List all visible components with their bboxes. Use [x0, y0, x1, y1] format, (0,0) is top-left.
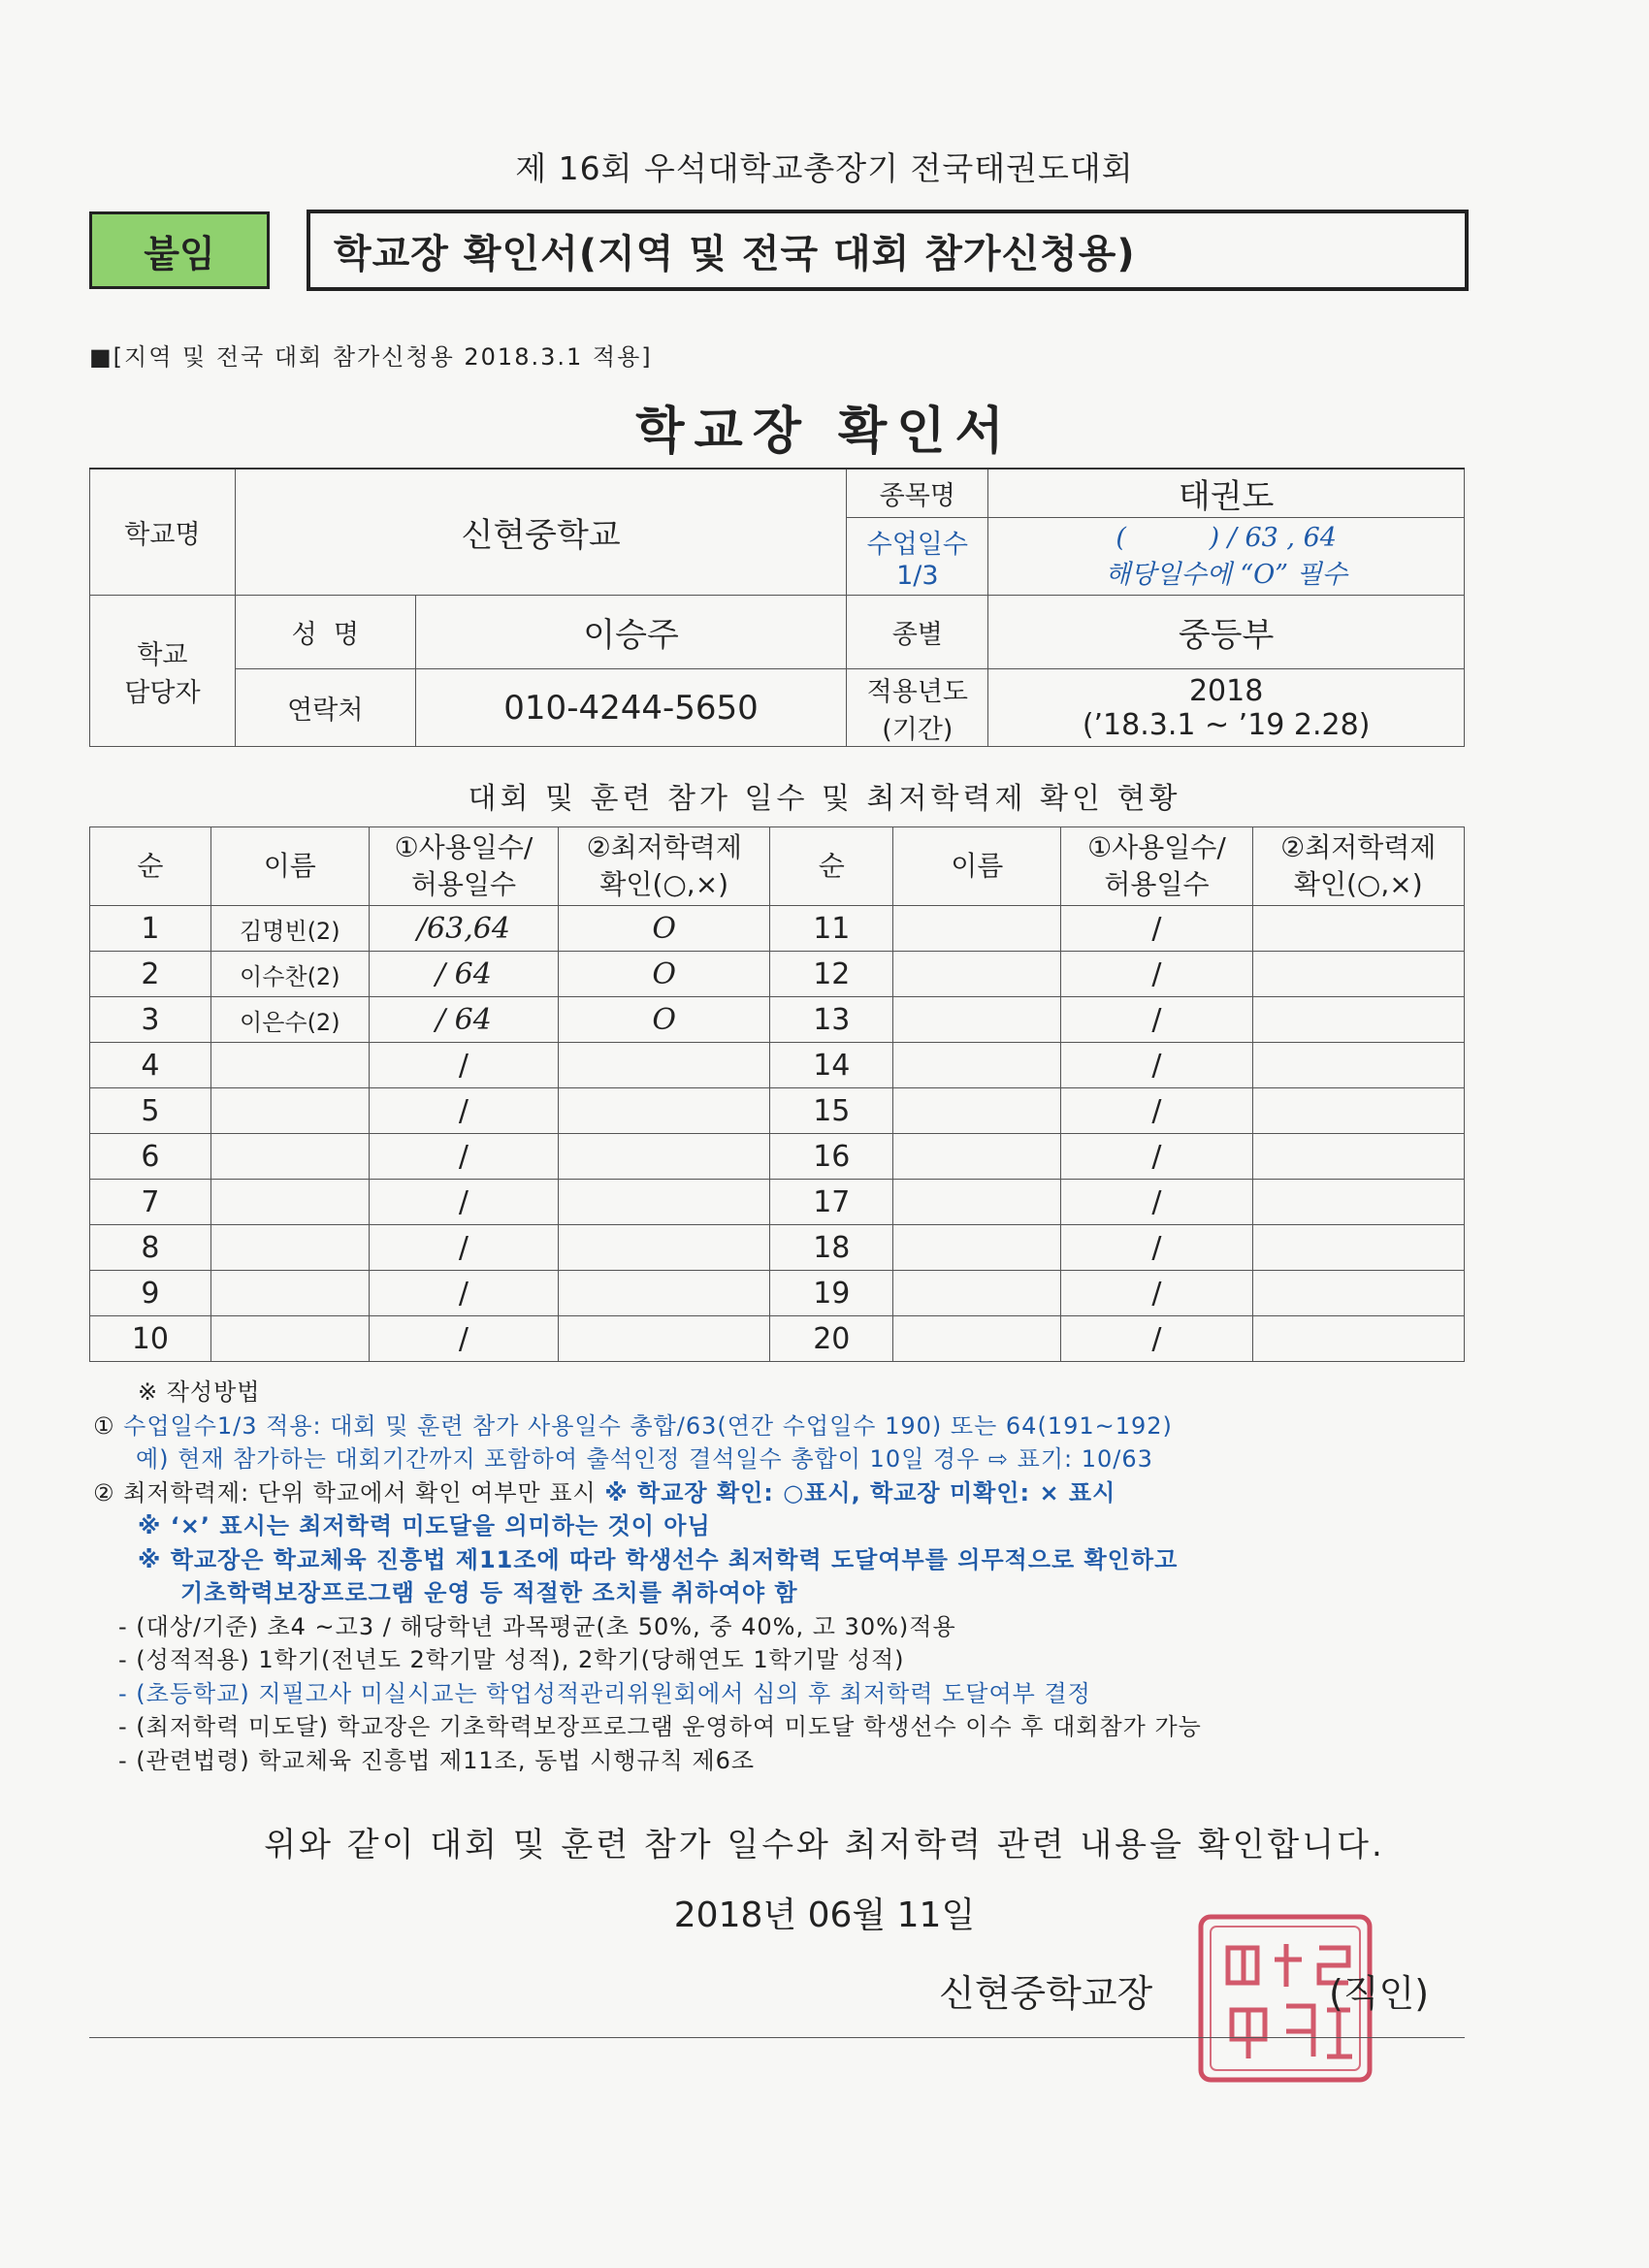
student-name	[893, 952, 1061, 997]
used-days: /	[1061, 1134, 1252, 1180]
row-number: 4	[90, 1043, 211, 1088]
student-name	[893, 997, 1061, 1043]
division-value: 중등부	[988, 596, 1465, 669]
student-name	[893, 1316, 1061, 1362]
row-number: 13	[770, 997, 893, 1043]
table-row	[90, 1088, 1465, 1134]
status-section-title: 대회 및 훈련 참가 일수 및 최저학력제 확인 현황	[468, 782, 1181, 816]
class-days-label-text: 수업일수	[866, 529, 968, 560]
school-info-table	[89, 468, 1465, 747]
used-days: /	[369, 1043, 558, 1088]
header-check	[1252, 827, 1464, 906]
table-row	[90, 997, 1465, 1043]
used-days: /	[1061, 1180, 1252, 1225]
row-number: 9	[90, 1271, 211, 1316]
note-4-line-a: ※ 학교장은 학교체육 진흥법 제11조에 따라 학생선수 최저학력 도달여부를 의무적으로 확인하고	[138, 1545, 1179, 1573]
table-row	[90, 1271, 1465, 1316]
class-days-value	[988, 518, 1465, 596]
minimum-academic-check	[1252, 1271, 1464, 1316]
apply-year: 2018	[1188, 673, 1264, 708]
minimum-academic-check	[559, 1088, 770, 1134]
minimum-academic-check	[559, 1271, 770, 1316]
minimum-academic-check: O	[559, 997, 770, 1043]
header-days-line1: ①사용일수/	[1087, 831, 1226, 863]
apply-year-label-line1: 적용년도	[866, 676, 968, 707]
header-days-line2: 허용일수	[1104, 868, 1210, 900]
event-title: 제 16회 우석대학교총장기 전국태권도대회	[515, 149, 1134, 187]
detail-4: - (최저학력 미도달) 학교장은 기초학력보장프로그램 운영하여 미도달 학생선수 이수 후 대회참가 가능	[118, 1713, 1202, 1740]
used-days: /	[1061, 997, 1252, 1043]
header-days-line2: 허용일수	[410, 868, 517, 900]
school-name-value: 신현중학교	[235, 469, 847, 596]
minimum-academic-check	[1252, 906, 1464, 952]
used-days: /	[1061, 906, 1252, 952]
note-2-number: ②	[93, 1478, 115, 1507]
person-name-label: 성 명	[235, 596, 415, 669]
phone-value: 010-4244-5650	[415, 669, 847, 747]
used-days: /	[1061, 1271, 1252, 1316]
used-days: /	[369, 1134, 558, 1180]
student-name	[210, 1225, 369, 1271]
minimum-academic-check	[1252, 1043, 1464, 1088]
header-check-line2: 확인(○,×)	[599, 868, 729, 900]
school-name-label: 학교명	[90, 469, 236, 596]
minimum-academic-check	[1252, 952, 1464, 997]
table-row	[90, 906, 1465, 952]
table-row	[90, 1043, 1465, 1088]
row-number: 10	[90, 1316, 211, 1362]
minimum-academic-check	[559, 1316, 770, 1362]
header-days-line1: ①사용일수/	[394, 831, 534, 863]
note-2-line-b: ※ 학교장 확인: ○표시, 학교장 미확인: × 표시	[604, 1478, 1116, 1507]
row-number: 18	[770, 1225, 893, 1271]
participation-table	[89, 826, 1465, 1362]
event-name-label: 종목명	[847, 469, 988, 518]
minimum-academic-check: O	[559, 906, 770, 952]
row-number: 7	[90, 1180, 211, 1225]
class-days-allowed: ( ) / 63 , 64	[1116, 522, 1337, 553]
minimum-academic-check	[559, 1180, 770, 1225]
used-days: /	[1061, 1316, 1252, 1362]
row-number: 15	[770, 1088, 893, 1134]
application-notice: ■[지역 및 전국 대회 참가신청용 2018.3.1 적용]	[89, 343, 653, 371]
student-name: 이수찬(2)	[210, 952, 369, 997]
used-days: /	[369, 1271, 558, 1316]
student-name: 김명빈(2)	[210, 906, 369, 952]
header-name: 이름	[893, 827, 1061, 906]
row-number: 11	[770, 906, 893, 952]
minimum-academic-check	[559, 1134, 770, 1180]
minimum-academic-check	[1252, 1225, 1464, 1271]
row-number: 2	[90, 952, 211, 997]
student-name	[893, 1088, 1061, 1134]
row-number: 3	[90, 997, 211, 1043]
confirmation-date: 2018년 06월 11일	[673, 1895, 976, 1935]
student-name	[210, 1271, 369, 1316]
header-no: 순	[90, 827, 211, 906]
table-row	[90, 952, 1465, 997]
bottom-divider	[89, 2037, 1465, 2038]
row-number: 12	[770, 952, 893, 997]
row-number: 19	[770, 1271, 893, 1316]
used-days: /	[369, 1225, 558, 1271]
row-number: 8	[90, 1225, 211, 1271]
header-check-line2: 확인(○,×)	[1293, 868, 1423, 900]
table-row	[90, 1180, 1465, 1225]
minimum-academic-check	[559, 1225, 770, 1271]
used-days: / 64	[369, 952, 558, 997]
header-check	[559, 827, 770, 906]
minimum-academic-check	[1252, 1134, 1464, 1180]
row-number: 16	[770, 1134, 893, 1180]
row-number: 14	[770, 1043, 893, 1088]
confirmation-statement: 위와 같이 대회 및 훈련 참가 일수와 최저학력 관련 내용을 확인합니다.	[264, 1826, 1385, 1864]
used-days: /63,64	[369, 906, 558, 952]
document-title: 학교장 확인서	[635, 403, 1014, 461]
used-days: /	[369, 1088, 558, 1134]
class-days-label	[847, 518, 988, 596]
contact-label-line1: 학교	[137, 639, 188, 670]
used-days: /	[1061, 1043, 1252, 1088]
note-4-line-b: 기초학력보장프로그램 운영 등 적절한 조치를 취하여야 함	[180, 1579, 798, 1606]
used-days: /	[1061, 1225, 1252, 1271]
student-name	[210, 1180, 369, 1225]
student-name	[893, 1134, 1061, 1180]
used-days: /	[1061, 1088, 1252, 1134]
note-3: ※ ‘×’ 표시는 최저학력 미도달을 의미하는 것이 아님	[138, 1512, 711, 1539]
row-number: 5	[90, 1088, 211, 1134]
row-number: 6	[90, 1134, 211, 1180]
detail-2: - (성적적용) 1학기(전년도 2학기말 성적), 2학기(당해연도 1학기말 성적)	[118, 1646, 905, 1673]
student-name: 이은수(2)	[210, 997, 369, 1043]
note-1-number: ①	[93, 1411, 115, 1440]
table-header-row	[90, 827, 1465, 906]
table-row	[90, 1225, 1465, 1271]
apply-period: (’18.3.1 ~ ’19 2.28)	[1082, 707, 1371, 742]
used-days: /	[1061, 952, 1252, 997]
header-no: 순	[770, 827, 893, 906]
note-1-line-a: 수업일수1/3 적용: 대회 및 훈련 참가 사용일수 총합/63(연간 수업일수 190) 또는 64(191~192)	[123, 1411, 1173, 1440]
detail-5: - (관련법령) 학교체육 진흥법 제11조, 동법 시행규칙 제6조	[118, 1746, 756, 1774]
header-days	[369, 827, 558, 906]
student-name	[893, 1043, 1061, 1088]
minimum-academic-check	[1252, 997, 1464, 1043]
minimum-academic-check	[1252, 1180, 1464, 1225]
header-check-line1: ②최저학력제	[586, 831, 742, 863]
header-check-line1: ②최저학력제	[1280, 831, 1437, 863]
person-name-value: 이승주	[415, 596, 847, 669]
division-label: 종별	[847, 596, 988, 669]
minimum-academic-check	[559, 1043, 770, 1088]
note-1-line-b: 예) 현재 참가하는 대회기간까지 포함하여 출석인정 결석일수 총합이 10일 경우 ⇨ 표기: 10/63	[136, 1445, 1153, 1473]
row-number: 17	[770, 1180, 893, 1225]
contact-label-line2: 담당자	[124, 677, 201, 708]
student-name	[210, 1316, 369, 1362]
student-name	[210, 1134, 369, 1180]
used-days: /	[369, 1180, 558, 1225]
row-number: 20	[770, 1316, 893, 1362]
row-number: 1	[90, 906, 211, 952]
student-name	[893, 1180, 1061, 1225]
apply-year-label-line2: (기간)	[882, 714, 954, 745]
writing-instructions	[93, 1376, 1480, 1777]
seal-mark-label: (직인)	[1329, 1972, 1430, 2015]
class-days-note: 해당일수에 “O” 필수	[1105, 559, 1347, 590]
minimum-academic-check: O	[559, 952, 770, 997]
used-days: /	[369, 1316, 558, 1362]
used-days: / 64	[369, 997, 558, 1043]
event-name-value: 태권도	[988, 469, 1465, 518]
detail-3: - (초등학교) 지필고사 미실시교는 학업성적관리위원회에서 심의 후 최저학력 도달여부 결정	[118, 1679, 1091, 1707]
phone-label: 연락처	[235, 669, 415, 747]
detail-1: - (대상/기준) 초4 ~고3 / 해당학년 과목평균(초 50%, 중 40%, 고 30%)적용	[118, 1612, 956, 1640]
student-name	[893, 1271, 1061, 1316]
apply-year-value	[988, 669, 1465, 747]
student-name	[210, 1043, 369, 1088]
table-row	[90, 1134, 1465, 1180]
contact-person-label	[90, 596, 236, 747]
notes-heading: ※ 작성방법	[138, 1378, 261, 1406]
attachment-badge: 붙임	[89, 211, 270, 289]
form-header-title: 학교장 확인서(지역 및 전국 대회 참가신청용)	[307, 210, 1469, 291]
apply-year-label	[847, 669, 988, 747]
header-days	[1061, 827, 1252, 906]
table-row	[90, 1316, 1465, 1362]
student-name	[893, 1225, 1061, 1271]
principal-signature: 신현중학교장	[939, 1972, 1153, 2015]
minimum-academic-check	[1252, 1316, 1464, 1362]
student-name	[893, 906, 1061, 952]
note-2-line-a: 최저학력제: 단위 학교에서 확인 여부만 표시	[123, 1478, 597, 1507]
student-name	[210, 1088, 369, 1134]
header-name: 이름	[210, 827, 369, 906]
class-days-fraction: 1/3	[896, 560, 939, 591]
minimum-academic-check	[1252, 1088, 1464, 1134]
